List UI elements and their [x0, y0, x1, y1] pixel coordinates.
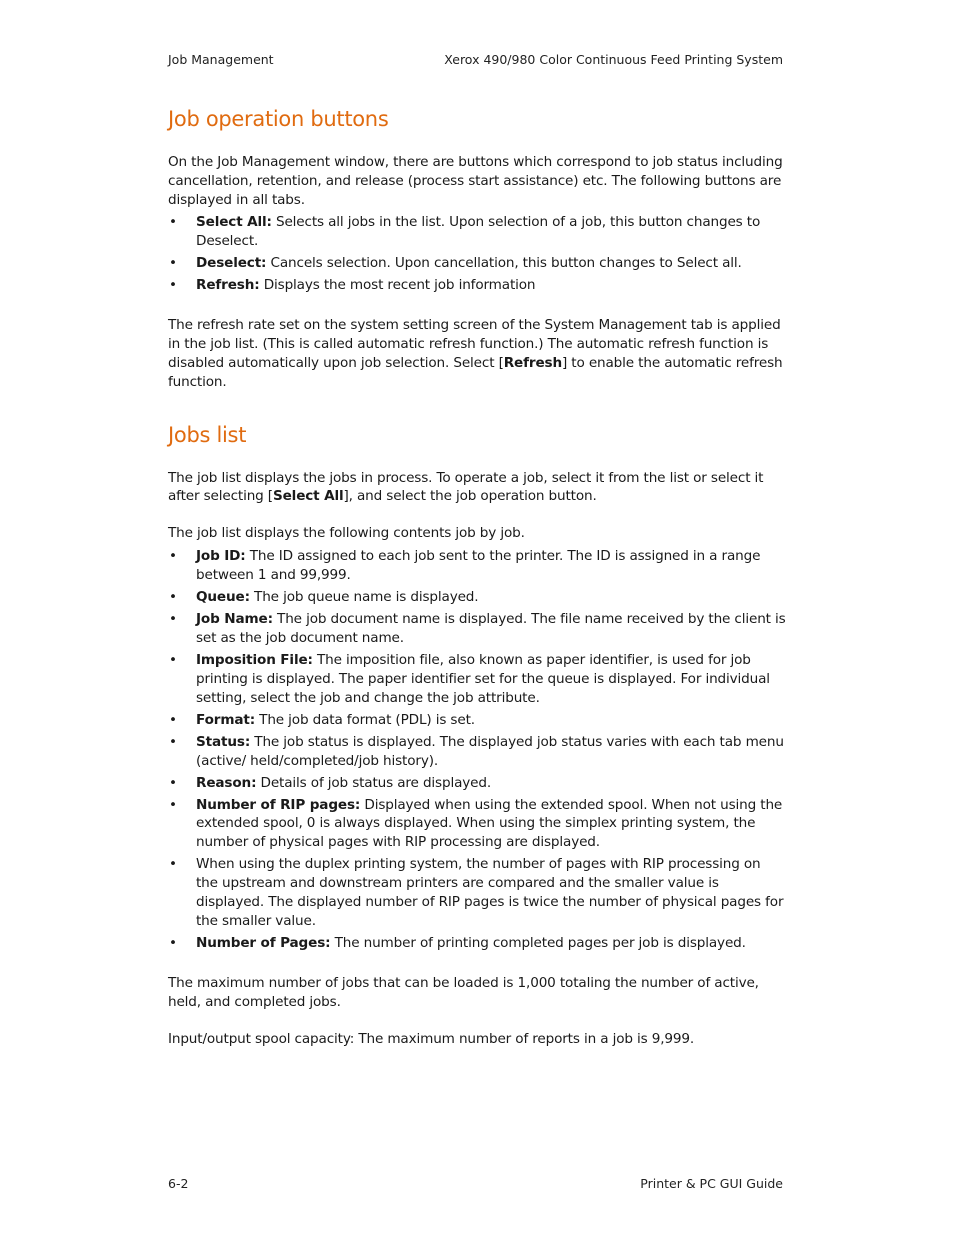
- list-term: Imposition File:: [196, 651, 313, 668]
- bullet-icon: •: [169, 548, 177, 565]
- bullet-icon: •: [169, 214, 177, 231]
- bullet-icon: •: [169, 611, 177, 628]
- text-run: ] to enable the automatic refresh function.: [168, 355, 783, 390]
- list-item: [168, 276, 786, 295]
- list-text: The imposition file, also known as paper identifier, is used for job printing is displayed. The paper identifier set for the queue is displayed. For individual setting, select the job and change the job attribute.: [196, 651, 770, 706]
- list-item: [168, 796, 786, 852]
- list-term: Refresh:: [196, 277, 260, 294]
- list-item: [168, 651, 786, 707]
- list-text: The job status is displayed. The displayed job status varies with each tab menu (active/ held/completed/job history).: [196, 733, 784, 769]
- list-term: Number of Pages:: [196, 934, 331, 951]
- bullet-icon: •: [169, 711, 177, 728]
- bullet-icon: •: [169, 588, 177, 605]
- page-content: [168, 104, 786, 1048]
- text-run: The refresh rate set on the system setting screen of the System Management tab is applied in the job list. (This is called automatic refresh function.) The automatic refresh function is disabled automatically upon job selection. Select [: [168, 317, 781, 372]
- text-bold: Refresh: [503, 355, 562, 372]
- list-text: The number of printing completed pages per job is displayed.: [330, 934, 746, 951]
- text-run: The job list displays the jobs in process. To operate a job, select it from the list or select it after selecting [: [168, 469, 764, 505]
- list-text: The job queue name is displayed.: [249, 588, 479, 605]
- list-term: Reason:: [196, 774, 257, 791]
- list-item: [168, 855, 786, 930]
- list-text: The job data format (PDL) is set.: [255, 711, 475, 728]
- list-operation-buttons: [168, 213, 786, 295]
- list-term: Job Name:: [196, 611, 273, 628]
- paragraph-jobs-contents: The job list displays the following contents job by job.: [168, 525, 525, 542]
- list-term: Format:: [196, 711, 255, 728]
- list-item: [168, 547, 786, 585]
- bullet-icon: •: [169, 277, 177, 294]
- list-item: [168, 213, 786, 251]
- bullet-icon: •: [169, 856, 177, 873]
- heading-job-operation-buttons: Job operation buttons: [168, 107, 389, 131]
- list-item: [168, 934, 786, 953]
- paragraph-buttons-intro: On the Job Management window, there are buttons which correspond to job status including cancellation, retention, and release (process start assistance) etc. The following buttons are displayed in all tabs.: [168, 154, 783, 208]
- running-header-section: Job Management: [168, 52, 274, 67]
- list-item: [168, 254, 786, 273]
- bullet-icon: •: [169, 796, 177, 813]
- paragraph-spool-capacity: Input/output spool capacity: The maximum number of reports in a job is 9,999.: [168, 1030, 695, 1047]
- running-footer-title: Printer & PC GUI Guide: [640, 1176, 783, 1191]
- list-text: Cancels selection. Upon cancellation, this button changes to Select all.: [266, 255, 742, 272]
- list-term: Select All:: [196, 214, 272, 231]
- list-text: When using the duplex printing system, the number of pages with RIP processing on the upstream and downstream printers are compared and the smaller value is displayed. The displayed number of RIP pages is twice the number of physical pages for the smaller value.: [196, 856, 784, 929]
- list-term: Job ID:: [196, 548, 246, 565]
- page-number: 6-2: [168, 1176, 189, 1191]
- list-term: Deselect:: [196, 255, 267, 272]
- text-bold: Select All: [272, 488, 344, 505]
- heading-jobs-list: Jobs list: [168, 422, 247, 447]
- list-item: [168, 610, 786, 648]
- list-text: Displays the most recent job information: [259, 277, 536, 294]
- bullet-icon: •: [169, 774, 177, 791]
- list-text: Details of job status are displayed.: [256, 774, 492, 791]
- list-job-fields: [168, 547, 786, 953]
- list-item: [168, 711, 786, 730]
- list-text: Displayed when using the extended spool. When not using the extended spool, 0 is always displayed. When using the simplex printing system, the number of physical pages with RIP processing are displayed.: [196, 796, 783, 851]
- paragraph-jobs-intro: [168, 469, 786, 507]
- list-term: Number of RIP pages:: [196, 796, 361, 813]
- bullet-icon: •: [169, 651, 177, 668]
- bullet-icon: •: [169, 733, 177, 750]
- list-item: [168, 774, 786, 793]
- paragraph-refresh-rate: [168, 316, 786, 391]
- paragraph-max-jobs: The maximum number of jobs that can be loaded is 1,000 totaling the number of active, held, and completed jobs.: [168, 974, 759, 1010]
- text-run: ], and select the job operation button.: [343, 488, 597, 505]
- running-header-title: Xerox 490/980 Color Continuous Feed Printing System: [444, 52, 783, 67]
- list-text: The ID assigned to each job sent to the printer. The ID is assigned in a range between 1 and 99,999.: [196, 548, 761, 583]
- bullet-icon: •: [169, 255, 177, 272]
- list-text: Selects all jobs in the list. Upon selection of a job, this button changes to Deselect.: [196, 214, 761, 250]
- list-item: [168, 733, 786, 771]
- list-term: Status:: [196, 733, 251, 750]
- list-item: [168, 588, 786, 607]
- bullet-icon: •: [169, 934, 177, 951]
- list-text: The job document name is displayed. The file name received by the client is set as the job document name.: [196, 611, 786, 646]
- list-term: Queue:: [196, 588, 250, 605]
